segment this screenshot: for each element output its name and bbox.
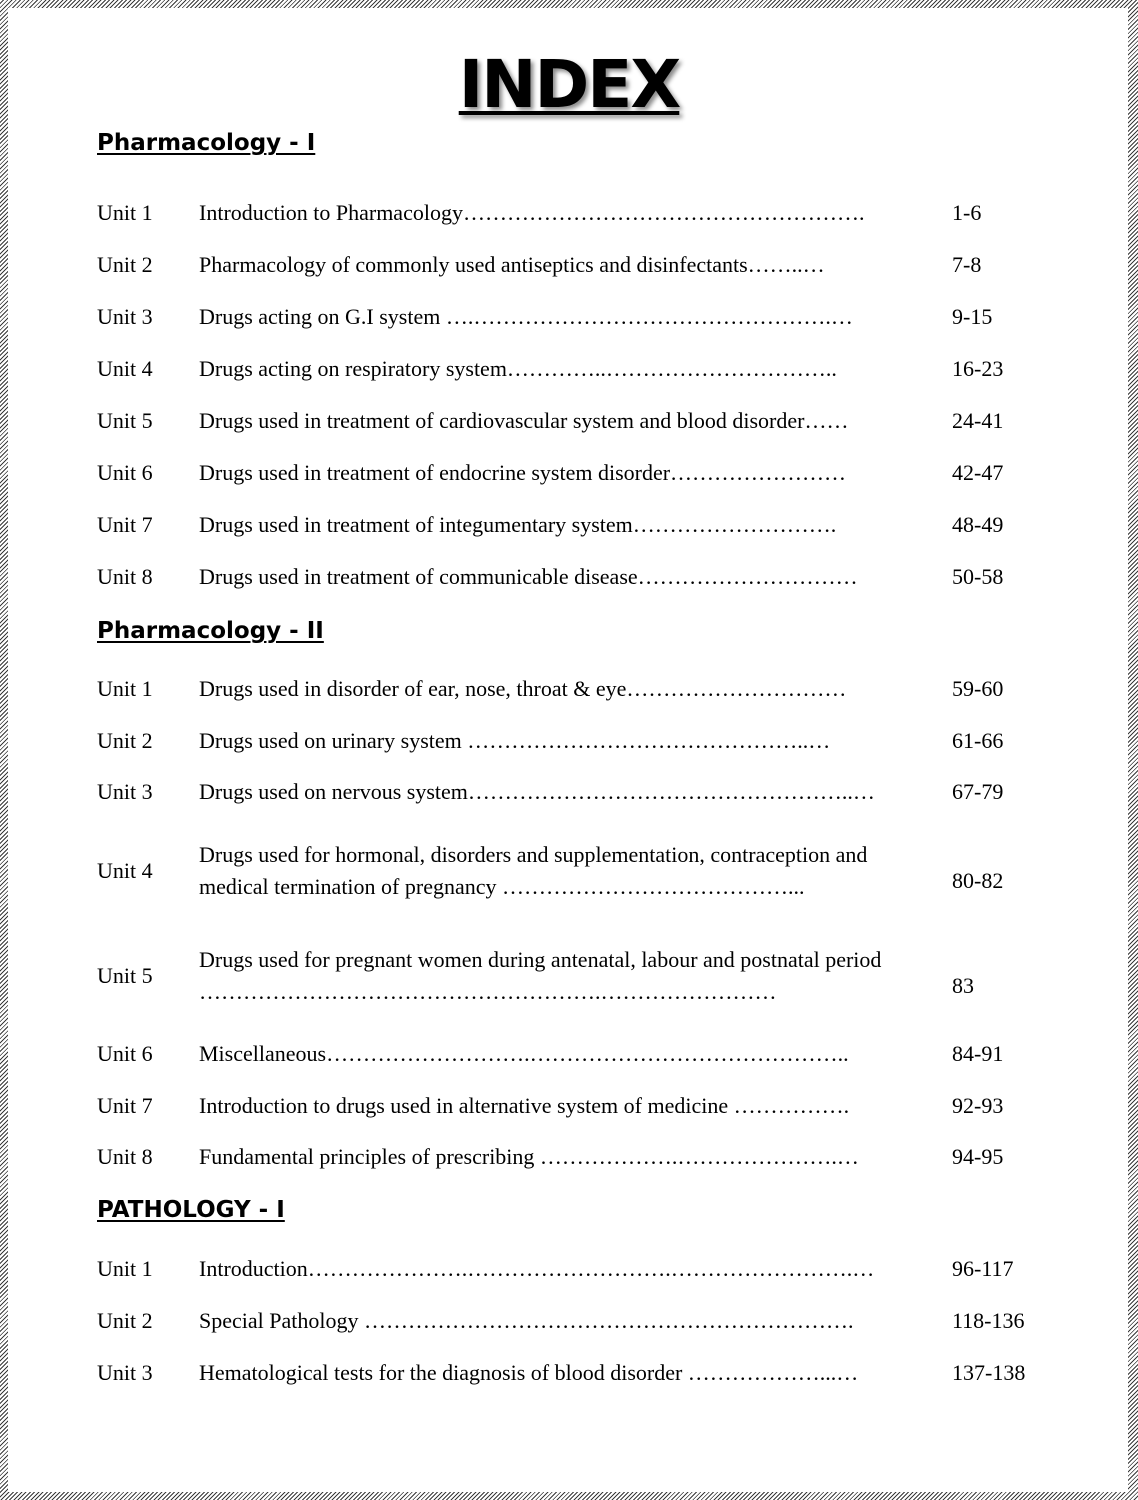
unit-title: Introduction to drugs used in alternative system of medicine ……………. [199, 1093, 850, 1118]
unit-label: Unit 1 [97, 1256, 153, 1281]
unit-label: Unit 2 [97, 728, 153, 753]
page-title: INDEX [458, 46, 680, 123]
unit-label: Unit 5 [97, 408, 153, 433]
unit-label: Unit 1 [97, 200, 153, 225]
page-range: 83 [952, 973, 974, 998]
unit-title: Drugs used in treatment of communicable disease………………………… [199, 564, 858, 589]
unit-title: Drugs used on urinary system ………………………………………..… [199, 728, 831, 753]
unit-label: Unit 8 [97, 1144, 153, 1169]
unit-title: Introduction to Pharmacology………………………………………………. [199, 200, 865, 225]
page-range: 84-91 [952, 1041, 1004, 1066]
unit-title: Drugs used in treatment of endocrine system disorder…………………… [199, 460, 847, 485]
unit-label: Unit 6 [97, 1041, 153, 1066]
unit-label: Unit 7 [97, 1093, 153, 1118]
unit-title: Drugs used for hormonal, disorders and supplementation, contraception and medical termination of pregnancy …………………………………... [199, 842, 868, 899]
page-range: 92-93 [952, 1093, 1004, 1118]
unit-title: Drugs used in disorder of ear, nose, throat & eye………………………… [199, 676, 847, 701]
unit-title: Special Pathology …………………………………………………………. [199, 1308, 854, 1333]
section-heading-pharmacology-1: Pharmacology - I [97, 130, 316, 156]
unit-label: Unit 4 [97, 858, 153, 883]
page-range: 118-136 [952, 1308, 1025, 1333]
page-range: 50-58 [952, 564, 1004, 589]
page-range: 7-8 [952, 252, 982, 277]
unit-label: Unit 6 [97, 460, 153, 485]
unit-label: Unit 4 [97, 356, 153, 381]
unit-label: Unit 2 [97, 1308, 153, 1333]
unit-title: Fundamental principles of prescribing ……………….………………….… [199, 1144, 859, 1169]
page-range: 80-82 [952, 868, 1004, 893]
page-range: 1-6 [952, 200, 982, 225]
unit-title: Drugs used on nervous system……………………………………………..… [199, 779, 875, 804]
section-heading-pathology-1: PATHOLOGY - I [97, 1197, 285, 1223]
unit-label: Unit 3 [97, 779, 153, 804]
page-range: 67-79 [952, 779, 1004, 804]
unit-title: Drugs acting on respiratory system…………..………………………….. [199, 356, 837, 381]
unit-title: Introduction………………….……………………….…………………….… [199, 1256, 875, 1281]
unit-title: Drugs acting on G.I system ….………………………………………….… [199, 304, 853, 329]
unit-label: Unit 8 [97, 564, 153, 589]
page-range: 16-23 [952, 356, 1004, 381]
page-range: 61-66 [952, 728, 1004, 753]
page-range: 137-138 [952, 1360, 1026, 1385]
unit-label: Unit 3 [97, 304, 153, 329]
page-range: 9-15 [952, 304, 993, 329]
page-range: 96-117 [952, 1256, 1014, 1281]
unit-label: Unit 3 [97, 1360, 153, 1385]
unit-title: Hematological tests for the diagnosis of blood disorder ………………...… [199, 1360, 859, 1385]
page-range: 48-49 [952, 512, 1004, 537]
index-page [8, 8, 1128, 1492]
unit-title: Drugs used in treatment of integumentary system………………………. [199, 512, 837, 537]
unit-title: Drugs used in treatment of cardiovascular system and blood disorder…… [199, 408, 849, 433]
unit-label: Unit 2 [97, 252, 153, 277]
unit-label: Unit 1 [97, 676, 153, 701]
unit-title: Miscellaneous……………………….…………………………………….. [199, 1041, 849, 1066]
section-heading-pharmacology-2: Pharmacology - II [97, 618, 324, 644]
page-range: 94-95 [952, 1144, 1004, 1169]
unit-title: Drugs used for pregnant women during antenatal, labour and postnatal period ……………………………………………….…………………… [199, 947, 882, 1004]
unit-label: Unit 7 [97, 512, 153, 537]
page-range: 42-47 [952, 460, 1004, 485]
page-range: 59-60 [952, 676, 1004, 701]
unit-title: Pharmacology of commonly used antiseptics and disinfectants……..… [199, 252, 825, 277]
page-range: 24-41 [952, 408, 1004, 433]
unit-label: Unit 5 [97, 963, 153, 988]
